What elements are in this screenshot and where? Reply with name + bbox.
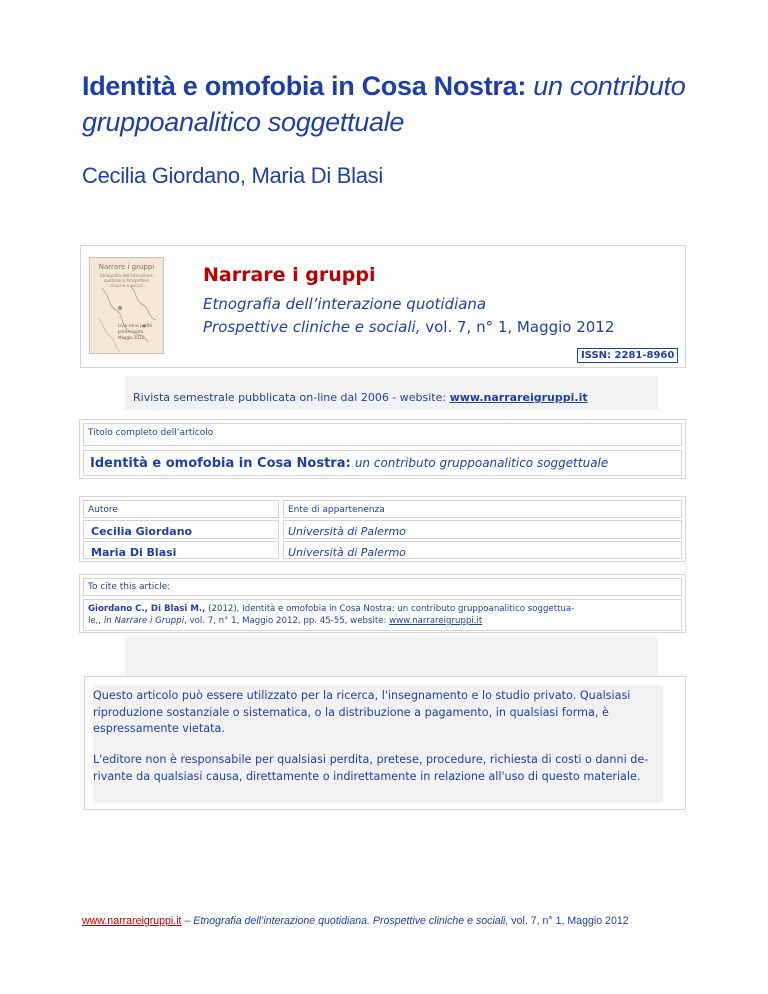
- affiliation-cell: [283, 520, 682, 539]
- citation-label: To cite this article:: [88, 582, 171, 592]
- affiliation-name: Università di Palermo: [288, 525, 406, 538]
- copyright-notice-box: [84, 676, 686, 810]
- footer-separator: –: [181, 915, 194, 927]
- journal-subtitle-2: [203, 318, 614, 336]
- notice-paragraph-liability: L'editore non è responsabile per qualsiasi perdita, pretese, procedure, richiesta di costi o danni de-rivante da qualsiasi causa, direttamente o indirettamente in relazione all'uso di questo materiale.: [93, 753, 649, 783]
- footer-website-link[interactable]: www.narrareigruppi.it: [82, 915, 182, 927]
- footer-journal-subtitle: Etnografia dell’interazione quotidiana. Prospettive cliniche e sociali,: [193, 915, 509, 927]
- publication-text: Rivista semestrale pubblicata on-line dal 2006 - website:: [133, 391, 450, 404]
- title-label-cell: [83, 423, 682, 446]
- citation-journal: in Narrare i Gruppi: [103, 616, 185, 626]
- cover-bottom-line: Maggio 2012: [118, 335, 144, 340]
- author-cell: [83, 541, 279, 559]
- cover-subtitle: Etnografia dell'interazione quotidiana Prospettive cliniche e sociali: [100, 273, 153, 288]
- citation-text: [88, 603, 678, 627]
- footer-volume-info: vol. 7, n° 1, Maggio 2012: [508, 915, 629, 927]
- journal-subtitle-1: Etnografia dell’interazione quotidiana: [203, 295, 487, 313]
- article-title-italic: un contributo gruppoanalitico soggettuale: [82, 71, 686, 137]
- journal-cover-image: [89, 257, 164, 354]
- journal-name: Narrare i gruppi: [203, 264, 376, 286]
- author-name: Cecilia Giordano: [91, 525, 193, 538]
- notice-paragraph-usage: Questo articolo può essere utilizzato per la ricerca, l'insegnamento e lo studio privato. Qualsiasi riproduzione sostanziale o sistematica, o la distribuzione a pagamento, in qualsiasi forma, è espressamente vietata.: [93, 689, 631, 735]
- citation-body-cell: [83, 599, 682, 631]
- author-cell: [83, 520, 279, 539]
- author-header-cell: [83, 500, 279, 518]
- author-name: Maria Di Blasi: [91, 546, 177, 559]
- citation-website-link[interactable]: www.narrareigruppi.it: [389, 616, 483, 626]
- citation-part: , vol. 7, n° 1, Maggio 2012, pp. 45-55, website:: [184, 616, 390, 626]
- authors-table: [79, 496, 686, 562]
- page-footer: [82, 915, 629, 927]
- journal-subtitle-2-italic: Prospettive cliniche e sociali,: [203, 318, 421, 336]
- cover-bottom-line: Livio sensi partiti: [118, 323, 153, 328]
- article-title-table: [79, 419, 686, 479]
- cover-bottom-line: prima rivista: [118, 329, 144, 334]
- issn-badge: ISSN: 2281-8960: [577, 348, 678, 363]
- citation-authors: Giordano C., Di Blasi M.,: [88, 604, 206, 614]
- title-value-cell: [83, 450, 682, 476]
- citation-part: le,,: [88, 616, 104, 626]
- website-link[interactable]: www.narrareigruppi.it: [449, 391, 588, 404]
- publication-info-bar: [125, 376, 658, 410]
- citation-box: [79, 574, 686, 633]
- cover-title: Narrare i gruppi: [98, 263, 155, 271]
- affiliation-cell: [283, 541, 682, 559]
- citation-label-cell: [83, 578, 682, 596]
- journal-volume-info: vol. 7, n° 1, Maggio 2012: [420, 318, 615, 336]
- article-title-bold: Identità e omofobia in Cosa Nostra:: [82, 71, 527, 101]
- article-authors: Cecilia Giordano, Maria Di Blasi: [82, 163, 383, 188]
- affiliation-header-cell: [283, 500, 682, 518]
- citation-part: (2012), Identità e omofobia in Cosa Nostra: un contributo gruppoanalitico soggettua-: [205, 604, 575, 614]
- author-header: Autore: [88, 505, 118, 515]
- affiliation-header: Ente di appartenenza: [288, 505, 385, 515]
- gray-spacer: [125, 636, 658, 676]
- title-label: Titolo completo dell’articolo: [88, 428, 214, 438]
- article-title: [82, 68, 692, 140]
- title-value-bold: Identità e omofobia in Cosa Nostra:: [90, 456, 351, 471]
- cover-bottom-text: [118, 323, 153, 341]
- title-value-italic: un contributo gruppoanalitico soggettuale: [354, 456, 609, 470]
- affiliation-name: Università di Palermo: [288, 546, 406, 559]
